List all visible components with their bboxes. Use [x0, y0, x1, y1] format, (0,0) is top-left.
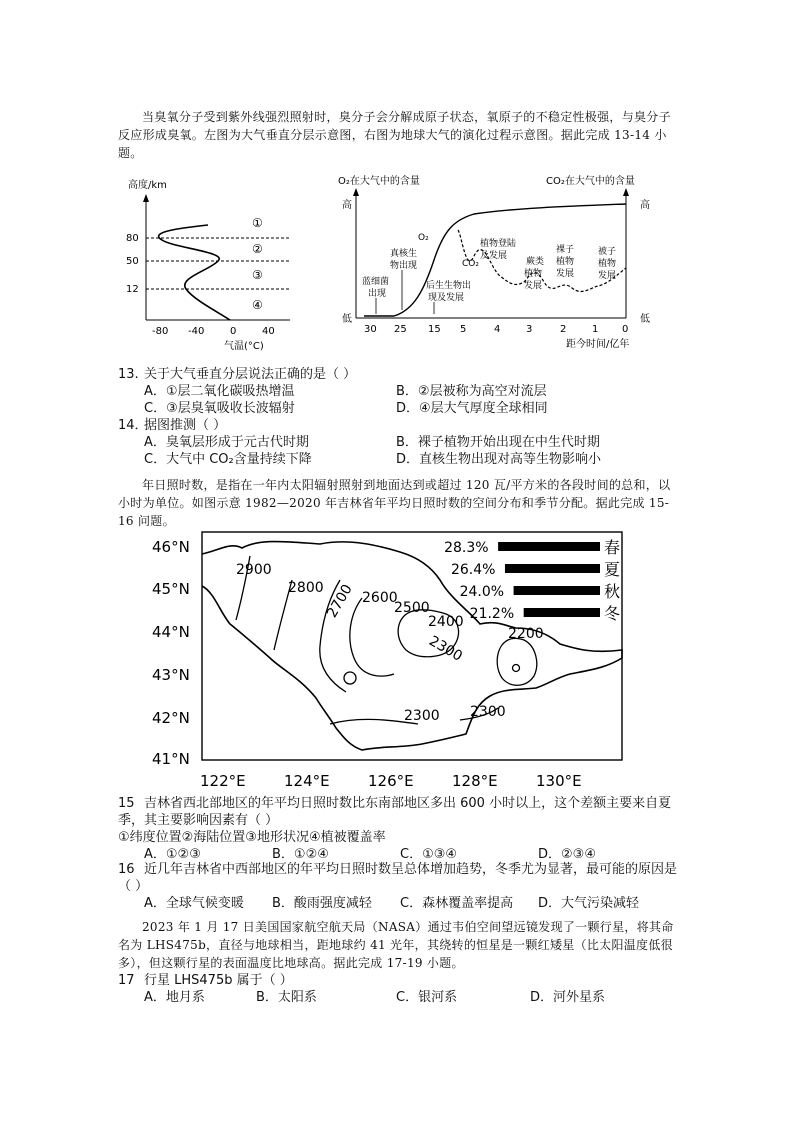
event-fern: 蕨类 植物 发展 — [524, 257, 545, 291]
season-pct-1: 26.4% — [450, 562, 496, 578]
q14-option-b[interactable]: B．裸子植物开始出现在中生代时期 — [396, 435, 600, 450]
question-15-number: 15 — [118, 796, 135, 811]
jilin-sunshine-map — [150, 528, 650, 794]
xtick-m40: -40 — [188, 326, 205, 337]
lon-130: 130°E — [536, 772, 582, 790]
season-name-1: 夏 — [604, 560, 621, 579]
atmosphere-layer-chart — [118, 172, 298, 357]
atmosphere-evolution-chart — [334, 170, 664, 355]
q13-option-a[interactable]: A．①层二氧化碳吸热增温 — [144, 384, 295, 399]
isoline-2800: 2800 — [288, 580, 324, 596]
isoline-2400: 2400 — [428, 614, 464, 630]
question-17-number: 17 — [118, 973, 135, 988]
q15-option-b[interactable]: B．①②④ — [272, 847, 329, 862]
question-14 — [118, 417, 678, 434]
question-15 — [118, 795, 678, 829]
q17-option-a[interactable]: A．地月系 — [144, 990, 205, 1005]
right-xlabel: 距今时间/亿年 — [566, 339, 630, 350]
q17-option-d[interactable]: D．河外星系 — [530, 990, 606, 1005]
lon-128: 128°E — [452, 772, 498, 790]
question-13 — [118, 366, 678, 383]
event-angiosperm: 被子 植物 发展 — [598, 247, 617, 281]
isoline-2200: 2200 — [508, 626, 544, 642]
q15-option-c[interactable]: C．①③④ — [400, 847, 458, 862]
o2-curve-label: O₂ — [418, 233, 429, 243]
xtick-m80: -80 — [152, 326, 169, 337]
r-xtick-15: 15 — [428, 324, 441, 335]
lon-126: 126°E — [368, 772, 414, 790]
q14-option-a[interactable]: A．臭氧层形成于元古代时期 — [144, 435, 309, 450]
isoline-2300-south: 2300 — [404, 708, 440, 724]
event-eukaryote: 真核生 物出现 — [390, 249, 418, 271]
event-land-plants: 植物登陆 及发展 — [480, 239, 517, 261]
question-17-stem: 行星 LHS475b 属于（ ） — [144, 973, 293, 988]
lat-43: 43°N — [152, 666, 190, 684]
season-bar-3 — [524, 608, 600, 617]
left-ylabel: 高度/km — [128, 180, 167, 191]
question-13-number: 13. — [118, 367, 139, 382]
isoline-2500: 2500 — [394, 600, 430, 616]
r-xtick-2: 2 — [560, 324, 567, 335]
intro-paragraph-3: 2023 年 1 月 17 日美国国家航空航天局（NASA）通过韦伯空间望远镜发现了一颗行星，将其命名为 LHS475b，直径与地球相当，距地球约 41 光年，其绕转的恒星是一颗红矮星（比太阳温度低很多），但这颗行星的表面温度比地球高。据此完成 17-19 小题。 — [118, 920, 674, 970]
intro-paragraph-2: 年日照时数，是指在一年内太阳辐射照射到地面达到或超过 120 瓦/平方米的各段时间的总和，以小时为单位。如图示意 1982—2020 年吉林省年平均日照时数的空间分布和季节分配。据此完成 15-16 问题。 — [118, 478, 671, 528]
question-13-stem: 关于大气垂直分层说法正确的是（ ） — [144, 367, 357, 382]
question-17 — [118, 972, 678, 989]
q16-option-a[interactable]: A．全球气候变暖 — [144, 896, 244, 911]
lat-41: 41°N — [152, 750, 190, 768]
q17-option-c[interactable]: C．银河系 — [396, 990, 458, 1005]
q17-option-b[interactable]: B．太阳系 — [256, 990, 317, 1005]
lat-46: 46°N — [152, 538, 190, 556]
xtick-40: 40 — [262, 326, 275, 337]
question-16-number: 16 — [118, 862, 135, 877]
season-bar-0 — [498, 542, 600, 551]
q13-option-b[interactable]: B．②层被称为高空对流层 — [396, 384, 547, 399]
o2-axis-label: O₂在大气中的含量 — [338, 176, 420, 187]
question-14-options — [144, 434, 664, 468]
event-gymnosperm: 裸子 植物 发展 — [556, 245, 575, 279]
low-left: 低 — [342, 314, 352, 325]
q16-option-d[interactable]: D．大气污染减轻 — [538, 896, 640, 911]
question-16-options — [144, 895, 664, 912]
question-16-stem: 近几年吉林省中西部地区的年平均日照时数呈总体增加趋势，冬季尤为显著，最可能的原因是（ ） — [118, 862, 678, 894]
r-xtick-1: 1 — [592, 324, 599, 335]
low-right: 低 — [640, 314, 650, 325]
isoline-2300-east: 2300 — [470, 704, 506, 720]
question-14-number: 14． — [118, 418, 148, 433]
lat-45: 45°N — [152, 580, 190, 598]
r-xtick-30: 30 — [364, 324, 377, 335]
isoline-2600: 2600 — [362, 590, 398, 606]
lon-124: 124°E — [284, 772, 330, 790]
ytick-50: 50 — [126, 256, 139, 267]
q16-option-c[interactable]: C．森林覆盖率提高 — [400, 896, 514, 911]
season-pct-3: 21.2% — [469, 606, 515, 622]
isoline-2700: 2700 — [324, 581, 356, 621]
season-bar-2 — [514, 586, 600, 595]
event-cyanobacteria: 蓝细菌 出现 — [362, 277, 390, 299]
event-metazoa: 后生生物出 现及发展 — [426, 281, 472, 303]
q15-option-a[interactable]: A．①②③ — [144, 847, 201, 862]
high-right: 高 — [640, 200, 650, 211]
question-16 — [118, 861, 678, 895]
season-name-2: 秋 — [604, 582, 621, 601]
co2-axis-label: CO₂在大气中的含量 — [546, 176, 635, 187]
season-pct-0: 28.3% — [444, 540, 489, 556]
lat-44: 44°N — [152, 623, 190, 641]
co2-curve-label: CO₂ — [462, 259, 479, 269]
question-14-stem: 据图推测（ ） — [144, 418, 227, 433]
intro-paragraph-1: 当臭氧分子受到紫外线强烈照射时，臭分子会分解成原子状态，氧原子的不稳定性极强，与臭分子反应形成臭氧。左图为大气垂直分层示意图，右图为地球大气的演化过程示意图。据此完成 13-14 小题。 — [118, 110, 671, 160]
layer-3-label: ③ — [252, 268, 263, 282]
high-left: 高 — [342, 200, 352, 211]
question-15-factors: ①纬度位置②海陆位置③地形状况④植被覆盖率 — [118, 830, 386, 845]
ytick-12: 12 — [126, 284, 139, 295]
season-name-0: 春 — [604, 538, 621, 557]
q14-option-d[interactable]: D．直核生物出现对高等生物影响小 — [396, 452, 602, 467]
lon-122: 122°E — [200, 772, 246, 790]
isoline-2300-center: 2300 — [426, 633, 466, 665]
q16-option-b[interactable]: B．酸雨强度减轻 — [272, 896, 372, 911]
isoline-2900: 2900 — [236, 562, 272, 578]
question-17-options — [144, 989, 664, 1006]
xtick-0: 0 — [230, 326, 237, 337]
season-pct-2: 24.0% — [459, 584, 505, 600]
q13-option-c[interactable]: C．③层臭氧吸收长波辐射 — [144, 401, 295, 416]
r-xtick-0: 0 — [622, 324, 629, 335]
question-15-stem: 吉林省西北部地区的年平均日照时数比东南部地区多出 600 小时以上，这个差额主要来自夏季，其主要影响因素有（ ） — [118, 796, 672, 828]
r-xtick-5: 5 — [460, 324, 467, 335]
season-name-3: 冬 — [604, 604, 621, 623]
r-xtick-3: 3 — [526, 324, 533, 335]
temperature-curve — [159, 225, 230, 320]
q13-option-d[interactable]: D．④层大气厚度全球相同 — [396, 401, 548, 416]
left-xlabel: 气温(°C) — [224, 341, 264, 352]
layer-4-label: ④ — [252, 298, 263, 312]
season-bar-1 — [505, 564, 600, 573]
ytick-80: 80 — [126, 233, 139, 244]
layer-2-label: ② — [252, 242, 263, 256]
r-xtick-4: 4 — [494, 324, 501, 335]
lat-42: 42°N — [152, 709, 190, 727]
q15-option-d[interactable]: D．②③④ — [538, 847, 596, 862]
layer-1-label: ① — [252, 216, 263, 230]
question-13-options — [144, 383, 664, 417]
q14-option-c[interactable]: C．大气中 CO₂含量持续下降 — [144, 452, 312, 467]
r-xtick-25: 25 — [394, 324, 407, 335]
